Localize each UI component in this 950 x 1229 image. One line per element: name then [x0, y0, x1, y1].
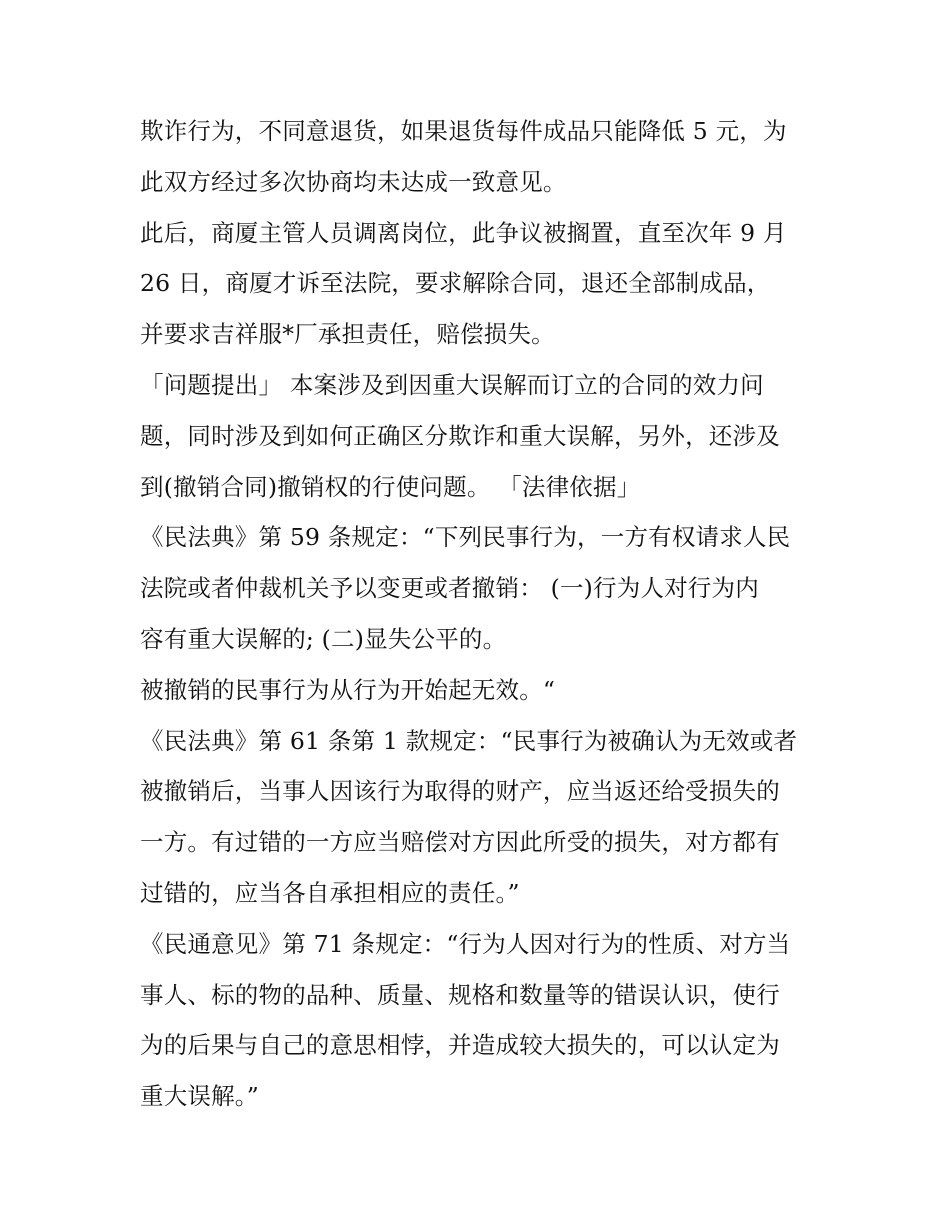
- document-body: [140, 106, 820, 1122]
- text-line: 被撤销后，当事人因该行为取得的财产，应当返还给受损失的: [140, 777, 780, 806]
- text-line: 《民法典》第 59 条规定：“下列民事行为，一方有权请求人民: [140, 523, 791, 552]
- text-line: 事人、标的物的品种、质量、规格和数量等的错误认识，使行: [140, 980, 780, 1009]
- text-line: 「问题提出」 本案涉及到因重大误解而订立的合同的效力问: [140, 370, 764, 399]
- text-line: 此后，商厦主管人员调离岗位，此争议被搁置，直至次年 9 月: [140, 218, 787, 247]
- text-line: 《民通意见》第 71 条规定：“行为人因对行为的性质、对方当: [140, 929, 791, 958]
- text-line: 并要求吉祥服*厂承担责任，赔偿损失。: [140, 320, 555, 349]
- text-line: 欺诈行为，不同意退货，如果退货每件成品只能降低 5 元，为: [140, 117, 787, 145]
- text-line: 题，同时涉及到如何正确区分欺诈和重大误解，另外，还涉及: [140, 421, 780, 450]
- text-line: 一方。有过错的一方应当赔偿对方因此所受的损失，对方都有: [140, 828, 780, 857]
- text-line: 被撤销的民事行为从行为开始起无效。“: [140, 675, 556, 704]
- text-line: 过错的，应当各自承担相应的责任。”: [140, 878, 520, 907]
- text-line: 重大误解。”: [140, 1082, 259, 1111]
- text-line: 26 日，商厦才诉至法院，要求解除合同，退还全部制成品，: [140, 269, 771, 298]
- text-line: 到(撤销合同)撤销权的行使问题。 「法律依据」: [140, 472, 641, 501]
- text-line: 容有重大误解的; (二)显失公平的。: [140, 624, 507, 653]
- text-line: 《民法典》第 61 条第 1 款规定：“民事行为被确认为无效或者: [140, 726, 798, 755]
- text-line: 法院或者仲裁机关予以变更或者撤销： (一)行为人对行为内: [140, 574, 759, 603]
- text-line: 为的后果与自己的意思相悖，并造成较大损失的，可以认定为: [140, 1031, 780, 1060]
- text-line: 此双方经过多次协商均未达成一致意见。: [140, 167, 567, 196]
